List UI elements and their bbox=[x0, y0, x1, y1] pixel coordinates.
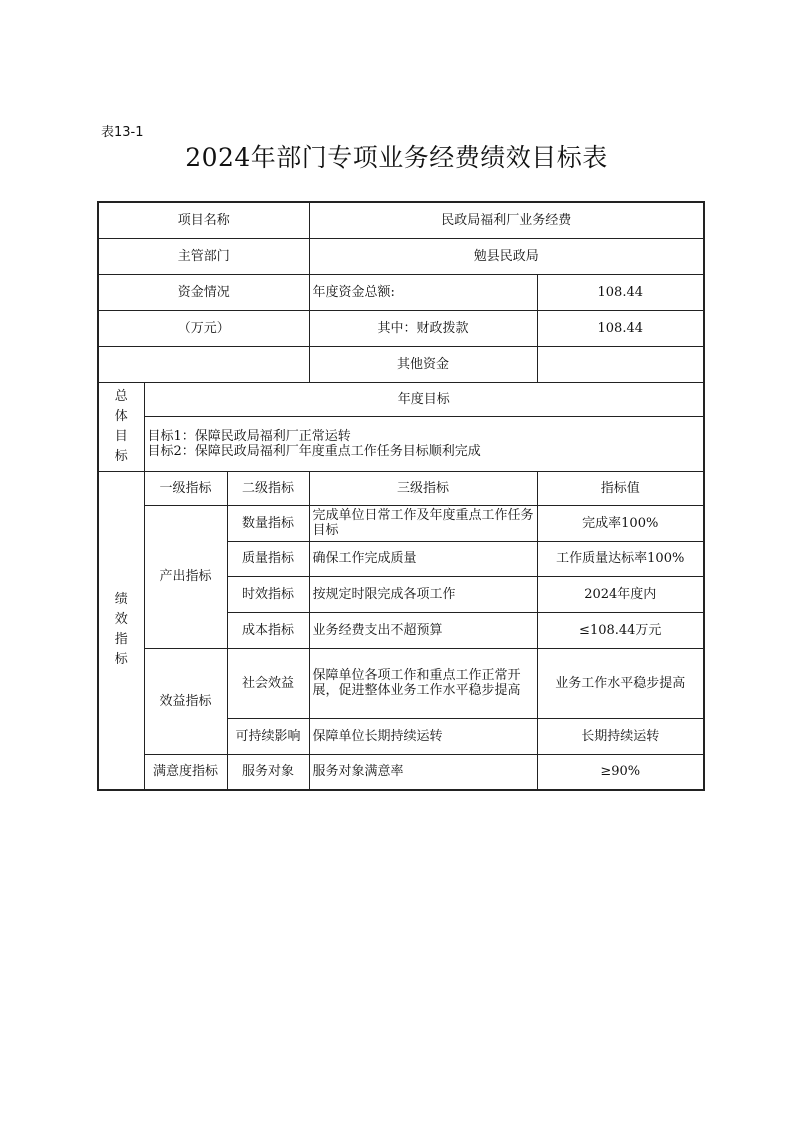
overall-goal-label: 总 体 目 标 bbox=[98, 382, 144, 471]
table-id: 表13-1 bbox=[101, 125, 144, 140]
level3-cell: 按规定时限完成各项工作 bbox=[309, 576, 537, 612]
level3-cell: 服务对象满意率 bbox=[309, 754, 537, 790]
value-cell: ≤108.44万元 bbox=[537, 612, 704, 648]
row-annual-goals bbox=[98, 416, 704, 471]
other-funds-label: 其他资金 bbox=[309, 346, 537, 382]
performance-target-table bbox=[97, 201, 705, 791]
header-level2: 二级指标 bbox=[227, 471, 309, 505]
department-value: 勉县民政局 bbox=[309, 238, 704, 274]
funds-label: 资金情况 bbox=[98, 274, 309, 310]
level2-cell: 时效指标 bbox=[227, 576, 309, 612]
row-annual-goal-header bbox=[98, 382, 704, 416]
other-funds-value bbox=[537, 346, 704, 382]
annual-goals-text bbox=[144, 416, 704, 471]
empty-cell bbox=[98, 346, 309, 382]
level3-cell: 保障单位长期持续运转 bbox=[309, 718, 537, 754]
project-name-label: 项目名称 bbox=[98, 202, 309, 238]
table-row bbox=[98, 754, 704, 790]
header-value: 指标值 bbox=[537, 471, 704, 505]
level2-cell: 服务对象 bbox=[227, 754, 309, 790]
row-funds-fiscal bbox=[98, 310, 704, 346]
value-cell: ≥90% bbox=[537, 754, 704, 790]
level3-cell: 确保工作完成质量 bbox=[309, 541, 537, 576]
row-funds-other bbox=[98, 346, 704, 382]
level2-cell: 数量指标 bbox=[227, 505, 309, 541]
row-department bbox=[98, 238, 704, 274]
row-funds-total bbox=[98, 274, 704, 310]
level3-cell: 完成单位日常工作及年度重点工作任务目标 bbox=[309, 505, 537, 541]
header-level1: 一级指标 bbox=[144, 471, 227, 505]
goal-1: 目标1：保障民政局福利厂正常运转 bbox=[147, 428, 351, 444]
value-cell: 业务工作水平稳步提高 bbox=[537, 648, 704, 718]
value-cell: 工作质量达标率100% bbox=[537, 541, 704, 576]
level3-cell: 保障单位各项工作和重点工作正常开展，促进整体业务工作水平稳步提高 bbox=[309, 648, 537, 718]
funds-unit-label: （万元） bbox=[98, 310, 309, 346]
project-name-value: 民政局福利厂业务经费 bbox=[309, 202, 704, 238]
department-label: 主管部门 bbox=[98, 238, 309, 274]
level2-cell: 质量指标 bbox=[227, 541, 309, 576]
row-indicator-headers bbox=[98, 471, 704, 505]
total-funds-label: 年度资金总额: bbox=[309, 274, 537, 310]
level2-cell: 可持续影响 bbox=[227, 718, 309, 754]
value-cell: 2024年度内 bbox=[537, 576, 704, 612]
header-level3: 三级指标 bbox=[309, 471, 537, 505]
total-funds-value: 108.44 bbox=[537, 274, 704, 310]
benefit-indicator-label: 效益指标 bbox=[144, 648, 227, 754]
page-title: 2024年部门专项业务经费绩效目标表 bbox=[185, 143, 608, 172]
table-row bbox=[98, 648, 704, 718]
value-cell: 完成率100% bbox=[537, 505, 704, 541]
level2-cell: 成本指标 bbox=[227, 612, 309, 648]
value-cell: 长期持续运转 bbox=[537, 718, 704, 754]
goal-2: 目标2：保障民政局福利厂年度重点工作任务目标顺利完成 bbox=[147, 443, 481, 459]
table-row bbox=[98, 505, 704, 541]
annual-goal-header: 年度目标 bbox=[144, 382, 704, 416]
row-project-name bbox=[98, 202, 704, 238]
fiscal-funds-value: 108.44 bbox=[537, 310, 704, 346]
output-indicator-label: 产出指标 bbox=[144, 505, 227, 648]
level3-cell: 业务经费支出不超预算 bbox=[309, 612, 537, 648]
level2-cell: 社会效益 bbox=[227, 648, 309, 718]
fiscal-funds-label: 其中：财政拨款 bbox=[309, 310, 537, 346]
satisfaction-indicator-label: 满意度指标 bbox=[144, 754, 227, 790]
performance-indicator-label: 绩 效 指 标 bbox=[98, 471, 144, 790]
